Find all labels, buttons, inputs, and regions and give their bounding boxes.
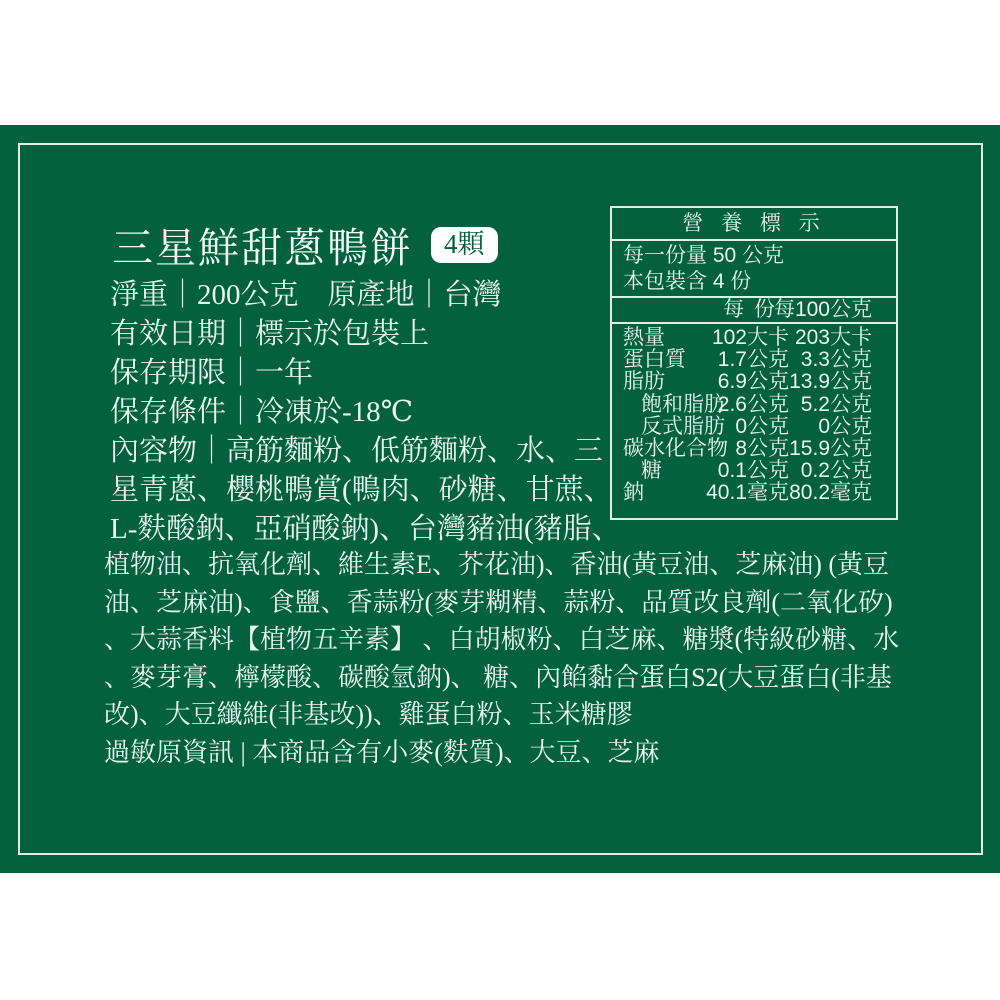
text-line: 改)、大豆纖維(非基改))、雞蛋白粉、玉米糖膠 [104, 700, 633, 729]
value-per-100g: 0公克 [818, 414, 872, 438]
serving-size: 每一份量 50 公克 [623, 244, 785, 267]
nutrient-name: 飽和脂肪 [641, 392, 725, 416]
value-per-100g: 13.9公克 [789, 370, 872, 394]
value-per-100g: 3.3公克 [800, 348, 872, 372]
nutrient-name: 反式脂肪 [641, 414, 725, 438]
quantity-badge: 4顆 [431, 227, 498, 263]
text-line: L-麩酸鈉、亞硝酸鈉)、台灣豬油(豬脂、 [110, 513, 621, 545]
nutrition-row [612, 371, 896, 393]
nutrient-name: 脂肪 [623, 370, 665, 394]
nutrition-row [612, 327, 896, 349]
servings-per-package: 本包裝含 4 份 [623, 270, 752, 293]
text-line: 有效日期｜標示於包裝上 [110, 318, 430, 350]
col-header-per-serving: 每 份 [723, 298, 777, 321]
text-line: 油、芝麻油)、食鹽、香蒜粉(麥芽糊精、蒜粉、品質改良劑(二氧化矽) [104, 587, 893, 617]
nutrient-name: 鈉 [623, 481, 644, 505]
nutrition-row [612, 438, 896, 460]
value-per-100g: 5.2公克 [800, 392, 872, 416]
nutrient-name: 碳水化合物 [623, 436, 728, 460]
value-per-100g: 80.2毫克 [789, 481, 872, 505]
text-line: 星青蔥、櫻桃鴨賞(鴨肉、砂糖、甘蔗、 [110, 474, 613, 506]
nutrition-title: 營 養 標 示 [612, 208, 896, 241]
value-per-serving: 0公克 [735, 414, 789, 438]
nutrition-row [612, 416, 896, 438]
text-line: 保存期限｜一年 [110, 357, 314, 389]
text-line: 、大蒜香料【植物五辛素】 、白胡椒粉、白芝麻、糖漿(特級砂糖、水 [104, 625, 900, 654]
ingredients-text [104, 546, 899, 771]
nutrient-name: 糖 [641, 459, 662, 483]
value-per-serving: 0.1公克 [717, 459, 789, 483]
value-per-serving: 1.7公克 [717, 348, 789, 372]
nutrient-name: 蛋白質 [623, 348, 686, 372]
text-line: 保存條件｜冷凍於-18℃ [110, 396, 414, 428]
value-per-100g: 0.2公克 [800, 459, 872, 483]
nutrition-row [612, 460, 896, 482]
text-line: 、麥芽膏、檸檬酸、碳酸氫鈉)、 糖、內餡黏合蛋白S2(大豆蛋白(非基 [104, 662, 892, 692]
value-per-100g: 15.9公克 [789, 436, 872, 460]
text-line: 植物油、抗氧化劑、維生素E、芥花油)、香油(黃豆油、芝麻油) (黃豆 [104, 550, 890, 579]
nutrition-column-headers [612, 298, 896, 324]
nutrient-name: 熱量 [623, 326, 665, 349]
nutrition-serving-info [612, 241, 896, 298]
text-line: 內容物｜高筋麵粉、低筋麵粉、水、三 [110, 435, 604, 467]
text-line: 過敏原資訊 | 本商品含有小麥(麩質)、大豆、芝麻 [104, 737, 660, 767]
col-header-per-100g: 每100公克 [773, 298, 872, 321]
text-line: 淨重｜200公克 原產地｜台灣 [110, 279, 502, 311]
nutrition-row [612, 349, 896, 371]
nutrition-rows [612, 324, 896, 505]
nutrition-row [612, 394, 896, 416]
value-per-100g: 203大卡 [794, 326, 872, 349]
nutrition-facts-table [610, 206, 898, 520]
value-per-serving: 40.1毫克 [706, 481, 789, 505]
value-per-serving: 6.9公克 [717, 370, 789, 394]
nutrition-row [612, 482, 896, 504]
product-title-row [112, 215, 498, 274]
value-per-serving: 2.6公克 [717, 392, 789, 416]
green-panel [0, 125, 1000, 873]
product-info-text [110, 276, 621, 549]
value-per-serving: 102大卡 [711, 326, 789, 349]
value-per-serving: 8公克 [735, 436, 789, 460]
product-title: 三星鮮甜蔥鴨餅 [112, 225, 413, 271]
